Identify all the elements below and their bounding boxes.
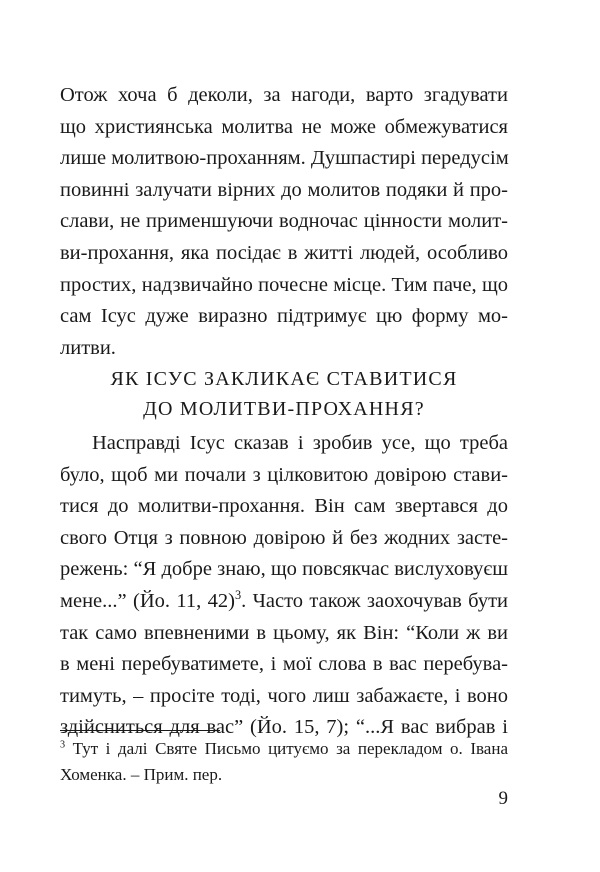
paragraph-line: здійсниться для вас” (Йо. 15, 7); “...Я вас вибрав і [60,716,508,739]
paragraph-line: Отож хоча б деколи, за нагоди, варто згадувати [60,84,508,106]
page-number: 9 [498,788,508,809]
paragraph-line: режень: “Я добре знаю, що повсякчас вислуховуєш [60,558,508,581]
footnote-reference[interactable]: 3 [234,588,242,603]
paragraph-line: сам Ісус дуже виразно підтримує цю форму мо- [60,305,508,328]
paragraph-line: литви. [60,336,116,359]
paragraph-line: простих, надзвичайно почесне місце. Тим паче, що [60,273,508,296]
footnote-text: Тут і далі Святе Письмо цитуємо за перекладом о. Івана [65,739,508,758]
citation-continuation: . Часто також заохочував бути [241,589,509,612]
footnote-line-2: Хоменка. – Прим. пер. [60,765,223,784]
section-heading-line-2: ДО МОЛИТВИ-ПРОХАННЯ? [143,398,425,420]
paragraph-line: Насправді Ісус сказав і зробив усе, що треба [92,432,508,454]
paragraph-line: в мені перебуватимете, і мої слова в вас перебува- [60,653,508,676]
paragraph-line: тися до молитви-прохання. Він сам звертався до [60,495,508,518]
paragraph-2 [60,428,508,744]
paragraph-1 [60,80,508,364]
paragraph-line: так само впевненими в цьому, як Він: “Коли ж ви [60,621,508,644]
paragraph-line: слави, не применшуючи водночас цінности молит- [60,210,508,233]
paragraph-line: ви-прохання, яка посідає в житті людей, особливо [60,241,508,264]
section-heading [60,364,508,424]
footnote [60,736,508,788]
footnote-divider [60,730,220,731]
paragraph-line: повинні залучати вірних до молитов подяки й про- [60,178,508,201]
paragraph-line: що християнська молитва не може обмежуватися [60,115,508,138]
section-heading-line-1: ЯК ІСУС ЗАКЛИКАЄ СТАВИТИСЯ [110,368,458,390]
paragraph-line: було, щоб ми почали з цілковитою довірою стави- [60,463,508,486]
paragraph-line: лише молитвою-проханням. Душпастирі передусім [60,147,509,170]
paragraph-line: тимуть, – просіте тоді, чого лиш забажаєте, і воно [60,684,508,707]
citation-text: мене...” (Йо. 11, 42) [60,589,235,612]
paragraph-line: свого Отця з повною довірою й без жодних засте- [60,526,508,549]
paragraph-line-with-footnote [60,586,508,618]
footnote-marker: 3 [60,739,66,751]
footnote-line-1 [60,736,508,762]
